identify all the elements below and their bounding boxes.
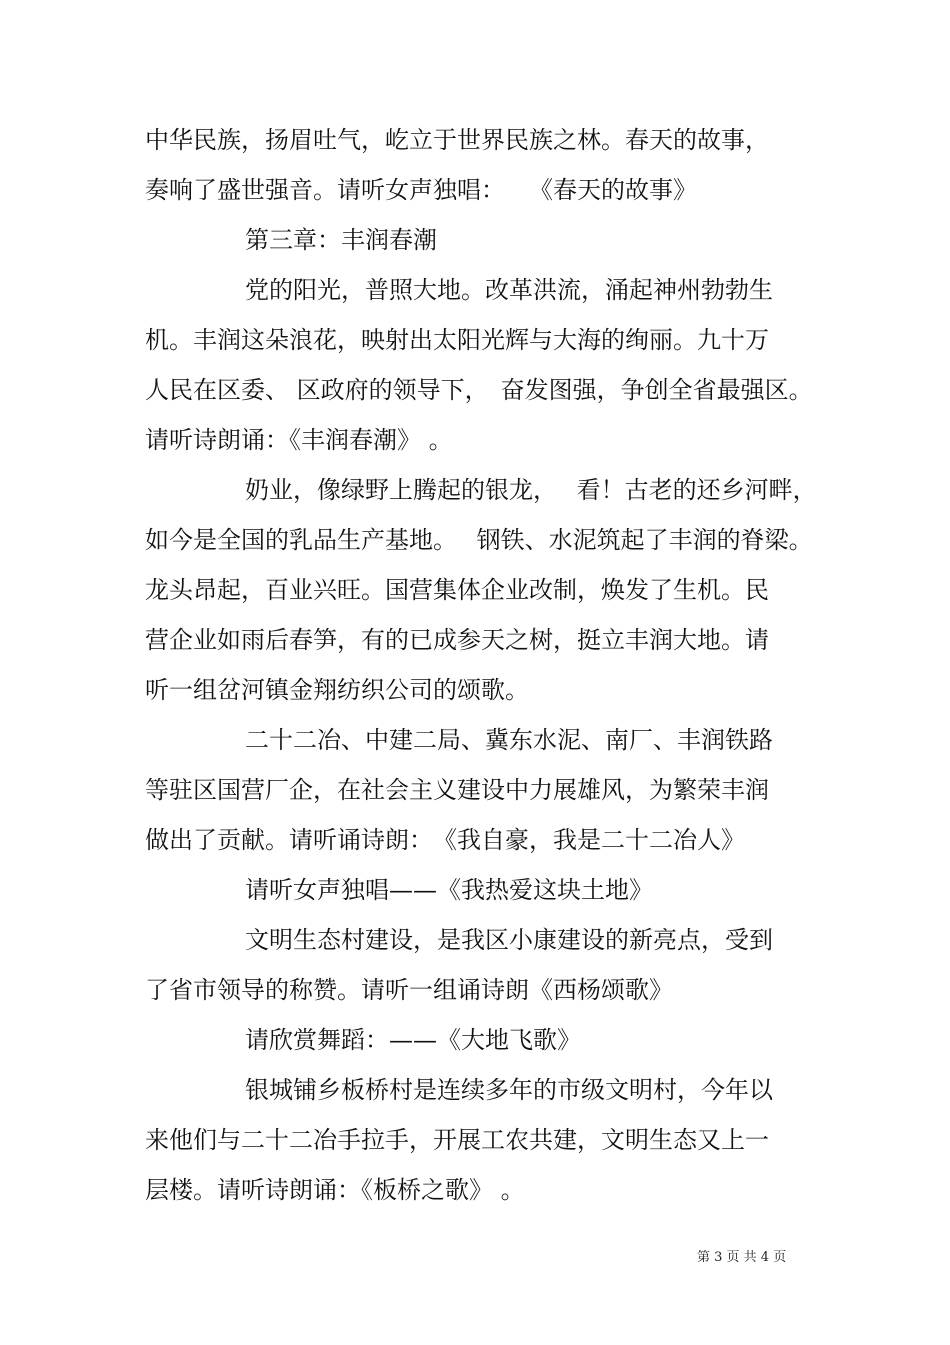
text-line: 了省市领导的称赞。请听一组诵诗朗《西杨颂歌》 — [145, 976, 673, 1004]
text-line: 等驻区国营厂企，在社会主义建设中力展雄风，为繁荣丰润 — [145, 776, 769, 804]
text-line: 机。丰润这朵浪花，映射出太阳光辉与大海的绚丽。九十万 — [145, 326, 769, 354]
text-line: 银城铺乡板桥村是连续多年的市级文明村，今年以 — [245, 1076, 773, 1104]
text-line: 中华民族，扬眉吐气，屹立于世界民族之林。春天的故事， — [145, 126, 769, 154]
text-line: 二十二冶、中建二局、冀东水泥、南厂、丰润铁路 — [245, 726, 773, 754]
text-line: 层楼。请听诗朗诵：《板桥之歌》 。 — [145, 1176, 525, 1204]
text-line: 文明生态村建设，是我区小康建设的新亮点，受到 — [245, 926, 773, 954]
text-line: 龙头昂起，百业兴旺。国营集体企业改制，焕发了生机。民 — [145, 576, 769, 604]
text-line: 请听女声独唱——《我热爱这块土地》 — [245, 876, 653, 904]
text-line: 党的阳光，普照大地。改革洪流，涌起神州勃勃生 — [245, 276, 773, 304]
text-line: 听一组岔河镇金翔纺织公司的颂歌。 — [145, 676, 529, 704]
text-line: 奶业，像绿野上腾起的银龙， 看！古老的还乡河畔， — [245, 476, 817, 504]
text-line: 请听诗朗诵：《丰润春潮》 。 — [145, 426, 453, 454]
text-line: 请欣赏舞蹈：——《大地飞歌》 — [245, 1026, 581, 1054]
page-number: 第 3 页 共 4 页 — [697, 1250, 787, 1265]
text-line: 营企业如雨后春笋，有的已成参天之树，挺立丰润大地。请 — [145, 626, 769, 654]
text-line: 人民在区委、 区政府的领导下， 奋发图强，争创全省最强区。 — [145, 376, 813, 404]
chapter-heading: 第三章：丰润春潮 — [245, 226, 437, 254]
text-line: 来他们与二十二冶手拉手，开展工农共建，文明生态又上一 — [145, 1126, 769, 1154]
text-line: 奏响了盛世强音。请听女声独唱： 《春天的故事》 — [145, 176, 697, 204]
text-line: 如今是全国的乳品生产基地。 钢铁、水泥筑起了丰润的脊梁。 — [145, 526, 813, 554]
text-line: 做出了贡献。请听诵诗朗： 《我自豪，我是二十二冶人》 — [145, 826, 745, 854]
